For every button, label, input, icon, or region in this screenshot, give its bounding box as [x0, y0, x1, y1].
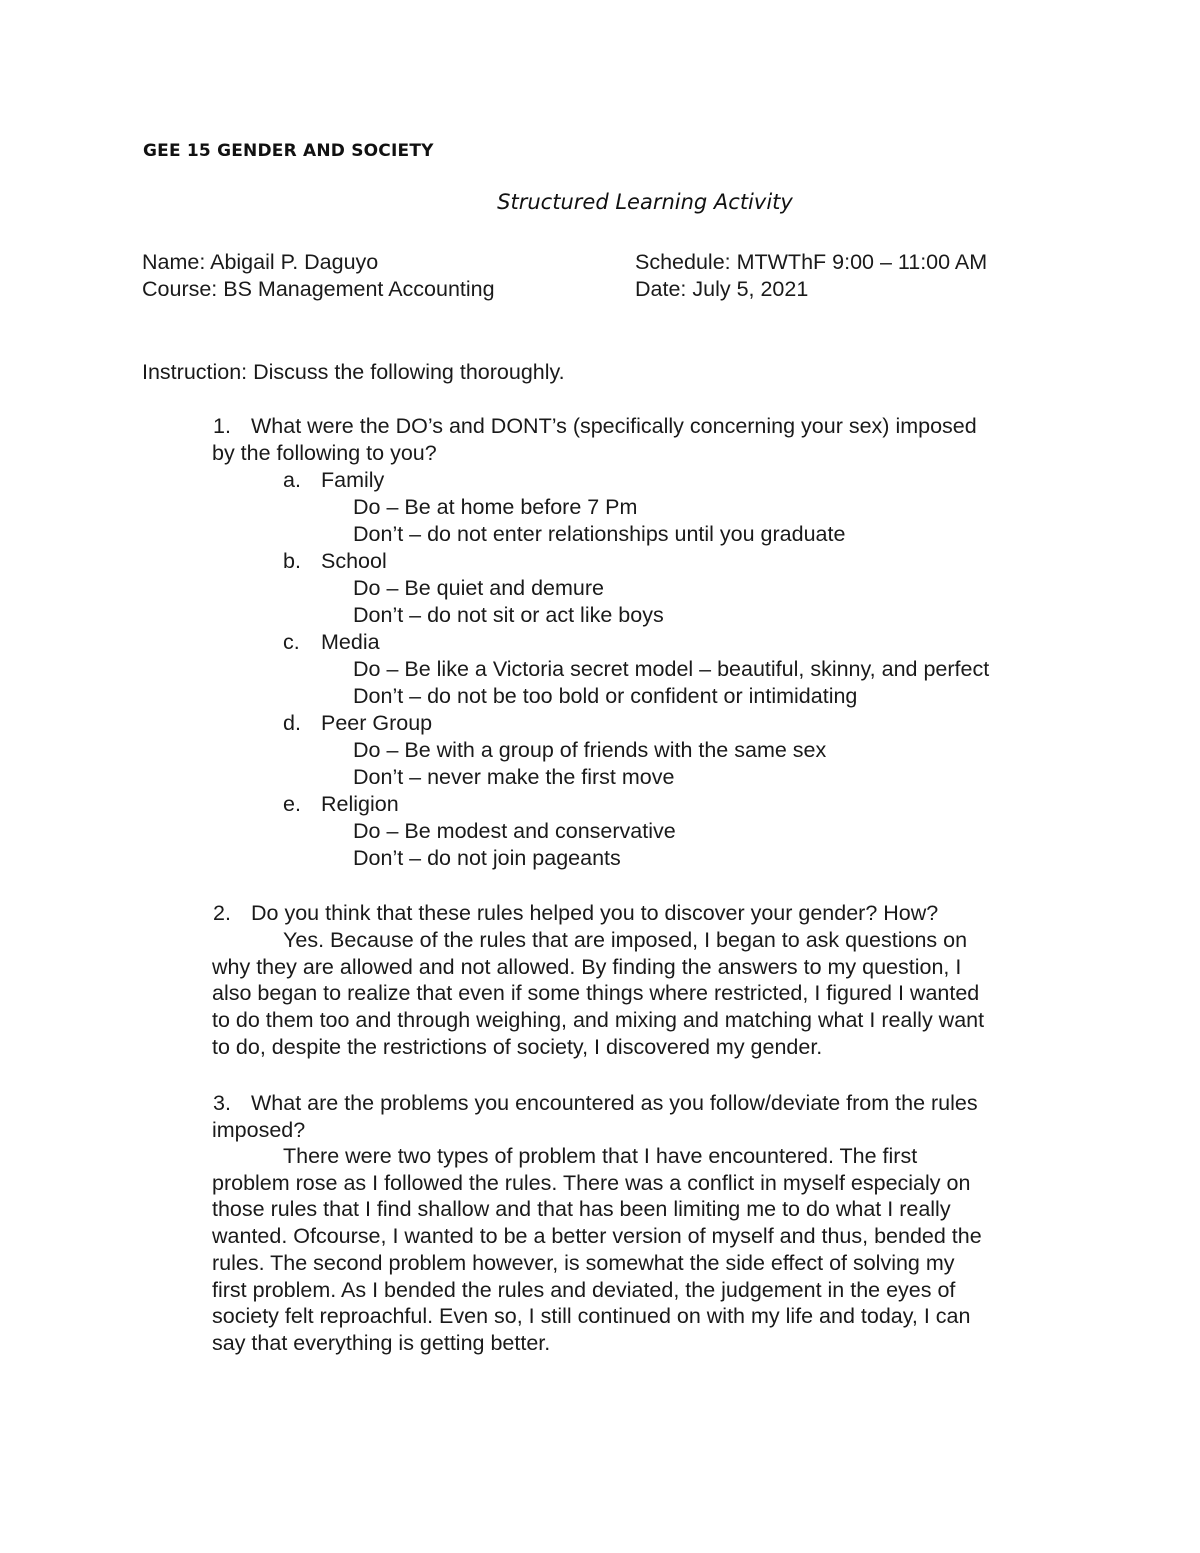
list-item-letter: b.	[283, 549, 301, 573]
answer-line: why they are allowed and not allowed. By finding the answers to my question, I	[212, 954, 962, 979]
question-3-text: What are the problems you encountered as you follow/deviate from the rules	[251, 1091, 978, 1115]
list-item-label: School	[321, 549, 387, 573]
list-item-do: Do – Be with a group of friends with the same sex	[353, 738, 827, 762]
list-item-do: Do – Be modest and conservative	[353, 819, 676, 843]
list-item-dont: Don’t – do not sit or act like boys	[353, 603, 664, 627]
list-item-letter: e.	[283, 792, 301, 816]
answer-line: to do them too and through weighing, and mixing and matching what I really want	[212, 1008, 985, 1033]
answer-line: wanted. Ofcourse, I wanted to be a better version of myself and thus, bended the	[212, 1224, 982, 1249]
list-item-label: Media	[321, 630, 380, 654]
list-item-do: Do – Be at home before 7 Pm	[353, 495, 638, 519]
list-item-do: Do – Be like a Victoria secret model – beautiful, skinny, and perfect	[353, 657, 990, 681]
student-name: Name: Abigail P. Daguyo	[142, 250, 379, 274]
question-2-text: Do you think that these rules helped you to discover your gender? How?	[251, 901, 939, 925]
question-2-answer	[212, 927, 984, 1061]
list-item-dont: Don’t – do not enter relationships until you graduate	[353, 522, 846, 546]
list-item-label: Family	[321, 468, 385, 492]
question-3-number: 3.	[213, 1091, 231, 1115]
list-item-do: Do – Be quiet and demure	[353, 576, 604, 600]
list-item-dont: Don’t – never make the first move	[353, 765, 675, 789]
answer-line: first problem. As I bended the rules and deviated, the judgement in the eyes of	[212, 1277, 956, 1302]
list-item-label: Peer Group	[321, 711, 433, 735]
list-item-label: Religion	[321, 792, 399, 816]
class-schedule: Schedule: MTWThF 9:00 – 11:00 AM	[635, 250, 988, 274]
document-subtitle: Structured Learning Activity	[497, 190, 793, 214]
document-title: GEE 15 GENDER AND SOCIETY	[143, 141, 434, 161]
question-3-answer	[212, 1143, 982, 1357]
answer-line: rules. The second problem however, is somewhat the side effect of solving my	[212, 1250, 955, 1275]
answer-line: Yes. Because of the rules that are imposed, I began to ask questions on	[283, 928, 968, 952]
question-2-number: 2.	[213, 901, 231, 925]
answer-line: also began to realize that even if some things where restricted, I figured I wanted	[212, 981, 980, 1006]
list-item-letter: a.	[283, 468, 301, 492]
list-item-letter: d.	[283, 711, 301, 735]
question-3-text-cont: imposed?	[212, 1118, 306, 1142]
list-item-letter: c.	[283, 630, 300, 654]
list-item-dont: Don’t – do not join pageants	[353, 846, 621, 870]
answer-line: to do, despite the restrictions of society, I discovered my gender.	[212, 1034, 823, 1059]
answer-line: society felt reproachful. Even so, I still continued on with my life and today, I can	[212, 1304, 971, 1329]
instruction-text: Instruction: Discuss the following thoroughly.	[142, 360, 565, 384]
answer-line: say that everything is getting better.	[212, 1330, 551, 1355]
answer-line: problem rose as I followed the rules. There was a conflict in myself especialy on	[212, 1170, 971, 1195]
question-1-text-cont: by the following to you?	[212, 441, 437, 465]
answer-line: There were two types of problem that I have encountered. The first	[283, 1144, 918, 1168]
answer-line: those rules that I find shallow and that has been limiting me to do what I really	[212, 1197, 951, 1222]
submission-date: Date: July 5, 2021	[635, 277, 809, 301]
list-item-dont: Don’t – do not be too bold or confident or intimidating	[353, 684, 858, 708]
question-1-number: 1.	[213, 414, 231, 438]
student-course: Course: BS Management Accounting	[142, 277, 495, 301]
question-1-text: What were the DO’s and DONT’s (specifically concerning your sex) imposed	[251, 414, 977, 438]
